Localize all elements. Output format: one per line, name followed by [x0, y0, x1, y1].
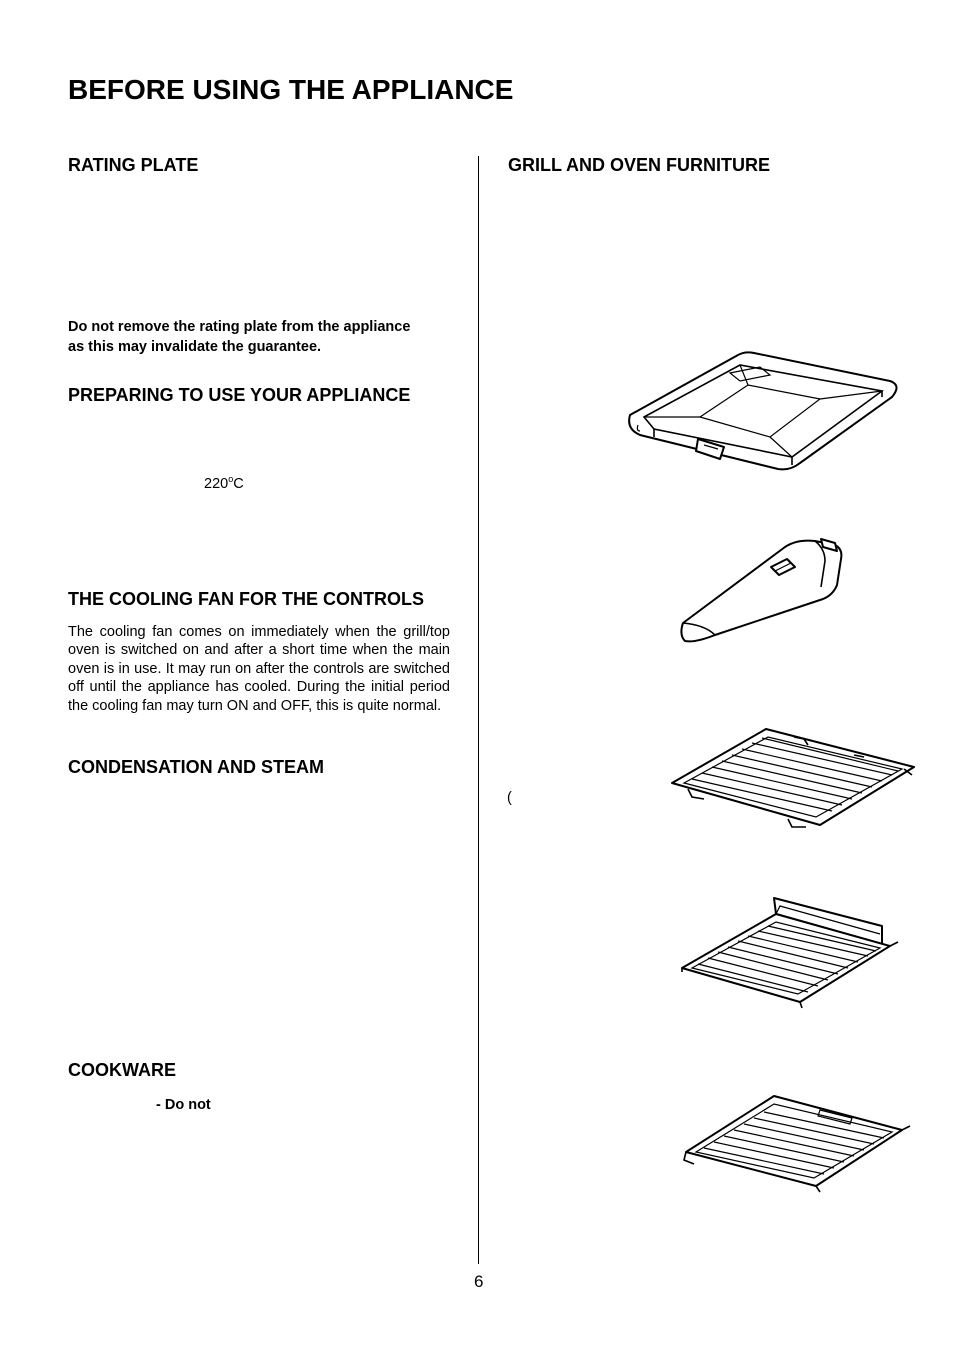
temperature-number: 220	[204, 475, 229, 492]
oven-shelf-with-backguard-icon	[676, 892, 904, 1012]
preparing-heading: PREPARING TO USE YOUR APPLIANCE	[68, 385, 411, 405]
temperature-unit: C	[233, 475, 244, 492]
column-divider	[478, 156, 479, 1264]
cooling-fan-paragraph: The cooling fan comes on immediately when the grill/top oven is switched on and after a short time when the main oven is in use. It may run on after the controls are switched off until the appliance has cooled. During the initial period the cooling fan may turn ON and OFF, this is quite normal.	[68, 624, 450, 714]
cookware-heading: COOKWARE	[68, 1060, 176, 1080]
page-number: 6	[474, 1272, 484, 1291]
grill-pan-icon	[620, 345, 910, 480]
cookware-fragment: - Do not	[156, 1097, 211, 1113]
rating-plate-heading: RATING PLATE	[68, 155, 199, 175]
condensation-heading: CONDENSATION AND STEAM	[68, 757, 324, 777]
grill-pan-grid-icon	[668, 725, 923, 833]
rating-plate-note-line-2: as this may invalidate the guarantee.	[68, 339, 322, 355]
temperature-value	[204, 474, 244, 492]
rating-plate-note	[68, 317, 450, 357]
rating-plate-note-line-1: Do not remove the rating plate from the appliance	[68, 319, 411, 335]
stray-bracket: (	[507, 790, 512, 806]
cooling-fan-heading: THE COOLING FAN FOR THE CONTROLS	[68, 589, 424, 609]
grill-pan-handle-icon	[675, 535, 850, 650]
temperature-degree-symbol: o	[228, 474, 234, 484]
furniture-heading: GRILL AND OVEN FURNITURE	[508, 155, 771, 175]
page-title: BEFORE USING THE APPLIANCE	[68, 74, 514, 105]
oven-shelf-icon	[680, 1088, 915, 1196]
